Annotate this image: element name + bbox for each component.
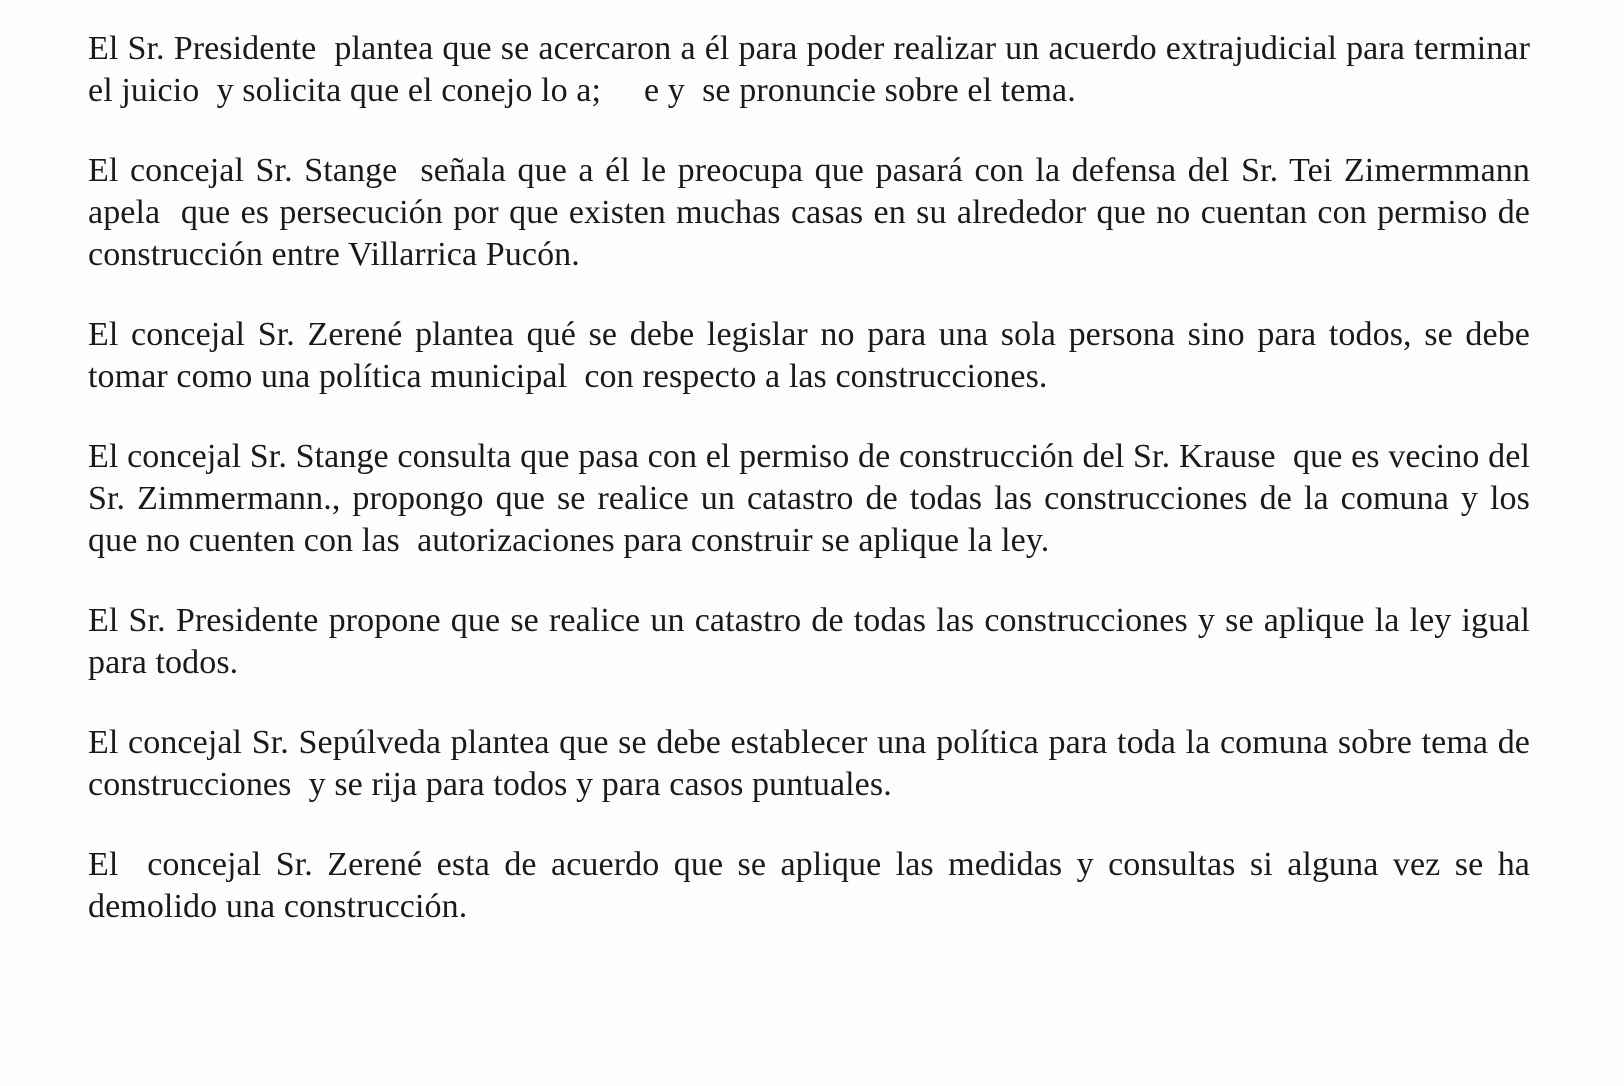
paragraph-president-extrajudicial: El Sr. Presidente plantea que se acercaron a él para poder realizar un acuerdo extrajudicial para terminar el juicio y solicita que el conejo lo a; e y se pronuncie sobre el tema. (88, 30, 1539, 109)
paragraph-president-catastro: El Sr. Presidente propone que se realice un catastro de todas las construcciones y se aplique la ley igual para todos. (88, 602, 1539, 681)
paragraph-stange-defense: El concejal Sr. Stange señala que a él le preocupa que pasará con la defensa del Sr. Tei Zimermmann apela que es persecución por que existen muchas casas en su alrededor que no cuentan con permiso de construcción entre Villarrica Pucón. (88, 152, 1548, 273)
paragraph-stange-krause: El concejal Sr. Stange consulta que pasa con el permiso de construcción del Sr. Krause que es vecino del Sr. Zimmermann., propongo que se realice un catastro de todas las construcciones de la comuna y los que no cuenten con las autorizaciones para construir se aplique la ley. (88, 438, 1539, 559)
paragraph-zerene-demolition: El concejal Sr. Zerené esta de acuerdo que se aplique las medidas y consultas si alguna vez se ha demolido una construcción. (88, 846, 1539, 925)
paragraph-sepulveda-policy: El concejal Sr. Sepúlveda plantea que se debe establecer una política para toda la comuna sobre tema de construcciones y se rija para todos y para casos puntuales. (88, 724, 1539, 803)
paragraph-zerene-legislate: El concejal Sr. Zerené plantea qué se debe legislar no para una sola persona sino para todos, se debe tomar como una política municipal con respecto a las construcciones. (88, 316, 1539, 395)
minutes-text-block (88, 28, 1548, 966)
